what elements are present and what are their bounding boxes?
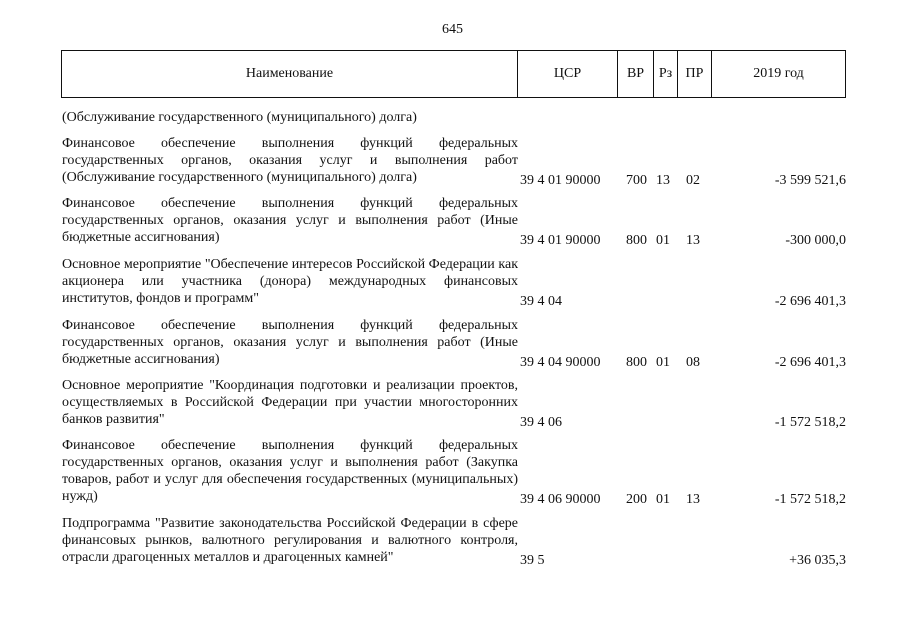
row-name: Финансовое обеспечение выполнения функций федеральных государственных органов, оказания услуг и выполнения работ (Обслуживание государственного (муниципального) долга) bbox=[62, 136, 518, 185]
header-csr: ЦСР bbox=[518, 51, 618, 98]
header-rz: Рз bbox=[654, 51, 678, 98]
row-pr: 02 bbox=[686, 173, 700, 188]
row-csr: 39 4 06 90000 bbox=[520, 492, 601, 507]
row-csr: 39 4 04 bbox=[520, 294, 562, 309]
table-row bbox=[62, 317, 846, 371]
row-csr: 39 5 bbox=[520, 553, 545, 568]
table-row bbox=[62, 256, 846, 310]
table-row bbox=[62, 515, 846, 569]
table-row bbox=[62, 135, 846, 189]
row-csr: 39 4 01 90000 bbox=[520, 233, 601, 248]
table-row bbox=[62, 377, 846, 431]
row-amount: -3 599 521,6 bbox=[774, 173, 846, 188]
row-csr: 39 4 06 bbox=[520, 415, 562, 430]
row-pr: 13 bbox=[686, 492, 700, 507]
table-row bbox=[62, 195, 846, 249]
header-vr: ВР bbox=[618, 51, 654, 98]
row-rz: 01 bbox=[656, 355, 670, 370]
row-amount: -2 696 401,3 bbox=[774, 355, 846, 370]
row-pr: 13 bbox=[686, 233, 700, 248]
row-vr: 200 bbox=[626, 492, 647, 507]
row-name: Основное мероприятие "Обеспечение интересов Российской Федерации как акционера или участника (донора) международных финансовых институтов, фондов и программ" bbox=[62, 257, 518, 306]
row-vr: 800 bbox=[626, 233, 647, 248]
row-amount: +36 035,3 bbox=[789, 553, 846, 568]
row-amount: -2 696 401,3 bbox=[774, 294, 846, 309]
row-name: Финансовое обеспечение выполнения функций федеральных государственных органов, оказания услуг и выполнения работ (Закупка товаров, работ и услуг для обеспечения государственных (муниципальных) нужд) bbox=[62, 438, 518, 504]
row-vr: 800 bbox=[626, 355, 647, 370]
header-pr: ПР bbox=[678, 51, 712, 98]
page-number: 645 bbox=[442, 22, 463, 37]
row-rz: 13 bbox=[656, 173, 670, 188]
header-year: 2019 год bbox=[712, 51, 846, 98]
row-amount: -300 000,0 bbox=[785, 233, 846, 248]
row-name: Финансовое обеспечение выполнения функций федеральных государственных органов, оказания услуг и выполнения работ (Иные бюджетные ассигнования) bbox=[62, 196, 518, 245]
row-csr: 39 4 04 90000 bbox=[520, 355, 601, 370]
continuation-line: (Обслуживание государственного (муниципального) долга) bbox=[62, 110, 417, 125]
table-header bbox=[61, 50, 846, 98]
header-name: Наименование bbox=[62, 51, 518, 98]
table-row bbox=[62, 437, 846, 508]
row-vr: 700 bbox=[626, 173, 647, 188]
row-rz: 01 bbox=[656, 233, 670, 248]
row-name: Подпрограмма "Развитие законодательства Российской Федерации в сфере финансовых рынков, валютного регулирования и валютного контроля, отрасли драгоценных металлов и драгоценных камней" bbox=[62, 516, 518, 565]
row-amount: -1 572 518,2 bbox=[774, 415, 846, 430]
row-name: Финансовое обеспечение выполнения функций федеральных государственных органов, оказания услуг и выполнения работ (Иные бюджетные ассигнования) bbox=[62, 318, 518, 367]
row-rz: 01 bbox=[656, 492, 670, 507]
row-pr: 08 bbox=[686, 355, 700, 370]
row-name: Основное мероприятие "Координация подготовки и реализации проектов, осуществляемых в Российской Федерации при участии многосторонних банков развития" bbox=[62, 378, 518, 427]
row-csr: 39 4 01 90000 bbox=[520, 173, 601, 188]
row-amount: -1 572 518,2 bbox=[774, 492, 846, 507]
